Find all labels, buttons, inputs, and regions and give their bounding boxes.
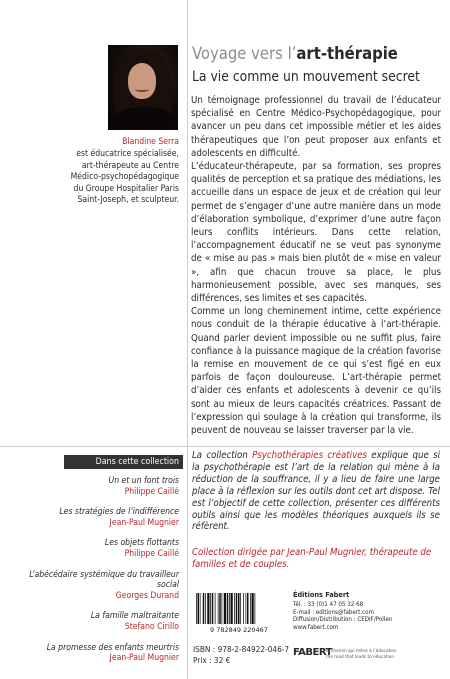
tagline-fr: le chemin qui mène à l’éducation: [326, 649, 397, 654]
collection-item: [9, 507, 179, 528]
collection-item-author: Jean-Paul Mugnier: [109, 517, 179, 528]
author-bio-line: du Groupe Hospitalier Paris: [73, 183, 179, 194]
collection-director: Collection dirigée par Jean-Paul Mugnier, thérapeute de familles et de couples.: [192, 547, 432, 570]
author-photo: [108, 45, 178, 130]
collection-item: [9, 643, 179, 664]
barcode-bar: [198, 593, 200, 624]
barcode-digits: 9 782849 220467: [210, 626, 268, 633]
collection-item-title: Les objets flottants: [104, 538, 179, 549]
title-main: art-thérapie: [296, 44, 398, 63]
collection-item: [9, 611, 179, 632]
barcode-bar: [243, 593, 244, 624]
author-name: Blandine Serra: [122, 137, 179, 147]
section-divider: [0, 446, 450, 447]
barcode-bar: [205, 593, 206, 624]
body-paragraph: Un témoignage professionnel du travail de l’éducateur spécialisé en Centre Médico-Psychopédagogique, pour avancer un peu dans cet impossible métier et les aides thérapeutiques que l’on peut proposer aux enfants et adolescents en difficulté.: [191, 95, 441, 159]
publisher-line: www.fabert.com: [293, 623, 339, 631]
publisher-line: Diffusion/Distribution : CEDIF/Pollen: [293, 616, 393, 624]
barcode-bar: [215, 593, 216, 624]
collection-list: [9, 476, 179, 674]
publisher-name: Éditions Fabert: [293, 590, 350, 599]
barcode: [193, 592, 285, 633]
author-bio-line: Médico-psychopédagogique: [70, 172, 179, 183]
collection-item-title: Les stratégies de l’indifférence: [59, 507, 179, 518]
author-bio: [9, 149, 179, 207]
collection-description: [192, 450, 440, 533]
collection-item-author: Georges Durand: [115, 590, 179, 601]
barcode-bar: [218, 593, 219, 624]
column-divider: [187, 0, 188, 679]
barcode-bar: [240, 593, 241, 624]
price: Prix : 32 €: [193, 654, 231, 665]
body-paragraph: Comme un long cheminement intime, cette expérience nous conduit de la thérapie éducative à l’art-thérapie. Quand parler devient impossible ou ne suffit plus, faire confiance à la puissance magique de la création favorise la remise en mouvement de ce qui s’est figé en eux parfois de façon douloureuse. L’art-thérapie permet d’aider ces enfants et adolescents à devenir ce qu’ils sont au mieux de leurs capacités créatrices. Passant de l’expression qui soulage à la création qui transforme, ils peuvent de nouveau se laisser traverser par la vie.: [191, 306, 441, 437]
barcode-bar: [210, 593, 211, 624]
isbn-block: [193, 644, 289, 665]
collection-name: Psychothérapies créatives: [252, 450, 367, 461]
author-bio-line: Saint-Joseph, et sculpteur.: [77, 195, 179, 206]
publisher-tagline: [326, 649, 446, 661]
collection-item-title: La promesse des enfants meurtris: [46, 642, 179, 653]
barcode-bar: [227, 593, 229, 624]
publisher-info: [293, 590, 443, 631]
description-body: explique que si la psychothérapie est l’art de la relation qui mène à la réduction de la souffrance, il y a lieu de faire une large place à la réflexion sur les outils dont cet art dispose. Tel est l’objectif de cette collection, présenter ces différents outils ainsi que les modèles théoriques auxquels ils se réfèrent.: [192, 450, 441, 533]
author-bio-line: art-thérapeute au Centre: [81, 160, 179, 171]
collection-item: [9, 570, 179, 602]
description-intro: La collection: [192, 450, 253, 461]
barcode-bar: [219, 593, 221, 624]
collection-item: [9, 476, 179, 497]
book-title: [192, 44, 398, 64]
barcode-bar: [196, 593, 197, 624]
publisher-line: Tél. : 33 (0)1 47 05 32 68: [293, 601, 364, 608]
barcode-bar: [236, 593, 238, 624]
collection-item-author: Philippe Caillé: [124, 486, 179, 497]
barcode-bar: [246, 593, 247, 624]
barcode-bar: [222, 593, 223, 624]
barcode-bar: [250, 593, 251, 624]
collection-header: Dans cette collection: [64, 455, 183, 469]
author-bio-line: est éducatrice spécialisée,: [76, 149, 179, 159]
barcode-bar: [203, 593, 205, 624]
collection-item-title: La famille maltraitante: [90, 611, 179, 622]
barcode-bar: [207, 593, 209, 624]
barcode-bar: [229, 593, 230, 624]
barcode-bar: [234, 593, 235, 624]
barcode-bar: [224, 593, 226, 624]
publisher-line: E-mail : editions@fabert.com: [293, 608, 374, 616]
barcode-bar: [231, 593, 233, 624]
barcode-bar: [212, 593, 214, 624]
isbn-number: ISBN : 978-2-84922-046-7: [193, 644, 290, 654]
collection-item-author: Jean-Paul Mugnier: [109, 653, 179, 664]
collection-item-author: Stefano Cirillo: [124, 621, 179, 632]
collection-item-title: Un et un font trois: [108, 476, 179, 486]
book-subtitle: La vie comme un mouvement secret: [192, 69, 420, 85]
barcode-bar: [255, 593, 256, 624]
publisher-logo: FABERT: [293, 647, 332, 658]
title-prefix: Voyage vers l’: [192, 44, 297, 63]
tagline-en: the road that leads to education: [326, 654, 395, 660]
collection-item-author: Philippe Caillé: [124, 548, 179, 559]
back-cover-text: [191, 94, 441, 437]
barcode-bar: [200, 593, 201, 624]
collection-item-title: L’abécédaire systémique du travailleur social: [29, 569, 179, 591]
barcode-bar: [238, 593, 240, 624]
collection-item: [9, 538, 179, 559]
body-paragraph: L’éducateur-thérapeute, par sa formation, ses propres qualités de perception et sa pratique des médiations, les accueille dans un espace de jeux et de création qui leur permet de s’engager d’une autre manière dans un mode d’élaboration symbolique, d’exprimer d’une autre façon leurs conflits intérieurs. Dans cette relation, l’accompagnement éducatif ne se veut pas synonyme de « mise au pas » mais bien plutôt de « mise en valeur », afin que chacun trouve sa place, le plus harmonieusement possible, avec ses manques, ses différences, ses limites et ses capacités.: [191, 161, 441, 305]
barcode-bar: [252, 593, 254, 624]
barcode-bar: [247, 593, 249, 624]
